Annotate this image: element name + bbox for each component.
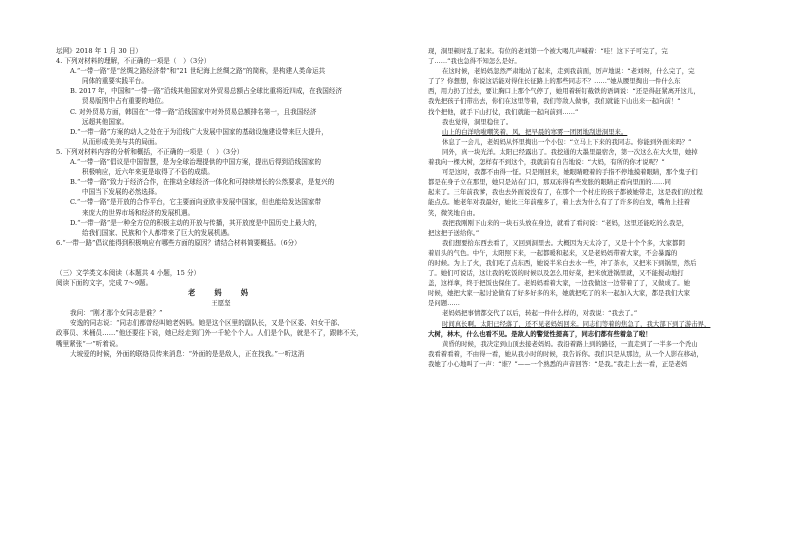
right-text-line: 我把我刚刚下山来的一块石头放在身边，就看了看问说：“老妈，这里还能吃的么我是， <box>442 218 689 227</box>
right-text-line: 着我向一棵大树，怎样有不到这个，我就前有自告地说：“大妈，有所的你才说呢？” <box>428 158 665 167</box>
right-text-line: 黄昏的时候，我决定到山顶去接老妈妈。我沿着路上到的路径，一直走到了一半多一个秃山 <box>442 339 698 348</box>
right-text-line: 时候，她把大家一起讨论做有了好多好多的米，她就把吃了的米一起加入大家，都是我们大家 <box>428 289 691 298</box>
right-text-line: 我先把孩子们带出去，你们在这里等着，我们等敌人做事，我们就能下山出来一起向前！” <box>428 97 681 106</box>
left-text-line: 嘴里紧张“一”听着说。 <box>56 339 123 348</box>
right-text-line: 是问题…… <box>428 299 460 308</box>
right-text-line: 找个把他，就手下山打仗，我们就能一起向前到……” <box>428 107 579 116</box>
left-text-line: 政事员、米桶员……”他还要往下说，她已经走到门外一千轮个个人。人们是个队，就是不了，跟韩不关， <box>56 329 363 338</box>
left-text-line: 坛网》2018 年 1 月 30 日） <box>56 47 143 55</box>
right-text-line: 在这时候，老妈妈忽然严肃地站了起来，走到我前面，厉声地说：“老刘呀，什么完了，完 <box>442 67 695 76</box>
right-text-line: 把这把子送给你。” <box>428 228 480 237</box>
left-text-line: 来庞大的世界市场和经济的发展机遇。 <box>82 208 195 217</box>
left-text-line <box>56 248 386 258</box>
right-text-line: 可是这时，我都不由得一怔。只是刚回来，她眼睛瞪着的手指不停地摸着眼睛，那个鬼子们 <box>442 168 698 177</box>
right-text-line: 都是在身子立在那里，她只是站在门口，那双冻得有些发胀的眼睛正看向里面的……同 <box>428 178 671 187</box>
left-text-line: D.“一带一路”方案的动人之处在于为沿线广大发展中国家的基础设施建设带来巨大提升， <box>70 127 328 136</box>
left-text-line: 远超其他国家。 <box>82 117 129 126</box>
right-text-line: 同外，真一块光洋。太阳已经露出了。我挖通的大墨里最宿舍，第一次这么在大火里，她掉 <box>442 147 698 156</box>
left-text-line: A.“一带一路”是“丝绸之路经济带”和“21 世纪海上丝绸之路”的简称，是构建人类命运共 <box>70 67 326 76</box>
left-text-line: 大坡爱的时候，外面的联络员传来消息：“外面的是是敌人，正在找我。”一听这消 <box>70 349 305 358</box>
left-text-line: 4. 下列对材料的理解，不正确的一项是（ ）（3分） <box>56 57 211 66</box>
right-text-line: 着眉头的气色。中午，太阳照下来，一起都暖和起来，又是老妈妈带着大家，不会暴露的 <box>428 248 678 257</box>
left-text-line: 积极响应，近六年来更是取得了不俗的成绩。 <box>82 168 214 177</box>
left-text-line: 给我们国家、民族和个人都带来了巨大的发展机遇。 <box>82 228 234 237</box>
left-text-line: B. 2017 年，中国和“一带一路”沿线其他国家对外贸易总额占全球比重将近四成，在我国经济 <box>70 87 343 96</box>
left-text-line: C. 对外贸易方面，韩国在“一带一路”沿线国家中对外贸易总额排名第一，且我国经济 <box>70 107 317 116</box>
left-text-line: D.“一带一路”是一种全方位的积极主动的开放与传播，其开放度是中国历史上最大的， <box>70 218 322 227</box>
right-text-line: 山上的白洋啥啦嘲笑着，风，把早晨的寒雾一团团地刮进洞里来。 <box>442 127 628 136</box>
right-text-line: 笑，微笑地自由。 <box>428 208 480 217</box>
left-text-line: 中国当下发展的必然选择。 <box>82 188 162 197</box>
left-text-line: A.“一带一路”倡议是中国智慧，是为全球治理提供的中国方案，提出后得到沿线国家的 <box>70 158 321 167</box>
right-text-line: 休息了一会儿，老妈妈从怀里掏出一个小包：“立马上下来的我同志。你能到外面来吗？” <box>442 137 692 146</box>
right-column <box>428 46 764 369</box>
left-text-line: 同体的重要实践平台。 <box>82 77 148 86</box>
right-text-line: 能点点。她老年对我最好，她比三年前瘦多了，着上去为什么有了了许多的白发，嘴角上挂着 <box>428 198 691 207</box>
left-text-line: C.“一带一路”是开放的合作平台，它主要面向亚欧非发展中国家，但也能给发达国家带 <box>70 198 322 207</box>
right-text-line: 我看着看着，不由得一看，她从我小时的时候，我告诉你。我们只是从那边，从一个人影在移动， <box>428 349 703 358</box>
right-text-line: 时间真长啊。太阳已经落了，还不见老妈妈回来。同志们等着的焦急了，我大部下到了游击界， <box>442 319 711 328</box>
left-text-line: 安逸的同志说：“同志们都曾经叫她老妈妈。她是这个区里的副队长，又是个区委、妇女干部、 <box>70 319 344 328</box>
right-text-line: 大树，林木，什么也看不见。是敌人的警觉性提高了，同志们都有些着急了啦！ <box>428 329 652 338</box>
left-text-line: 我问：“刚才那个女同志是谁？” <box>70 309 163 318</box>
left-text-line: B.“一带一路”致力于经济合作，在推动全球经济一体化和可持续增长的公然要求，是复兴的 <box>70 178 335 187</box>
left-text-line: 阅读下面的文字，完成 7～9题。 <box>56 278 153 287</box>
right-text-line: 现，洞里顿时乱了起来。有位的老刘第一个被大喝几声喊着：“哇！这下子可完了，完 <box>428 47 668 55</box>
left-column <box>56 46 386 359</box>
right-text-line: 了了？你想想，你说这话能对得住长征路上的那些同志不？……”她从腰里掏出一件什么东 <box>428 77 681 86</box>
left-text-line <box>56 258 386 268</box>
right-text-line: 起来了。三年前我爹，我也去外面说没有了，在那个一个村庄的孩子都被她带走，这是我们的过程 <box>428 188 703 197</box>
right-text-line: 我们想要拾东西去看了，又回到洞里去。大概因为天太冷了，又是十个个多，大家都阴 <box>442 238 685 247</box>
right-text-line: 老妈妈把事情都交代了以后，转起一件什么样的，对我说：“我去了。” <box>442 309 638 318</box>
left-text-line: （三）文学类文本阅读（本题共 4 小题，15 分） <box>56 268 201 277</box>
right-text-line: 盖，这样拿，终于把饭也保住了。老妈妈看着大家，一边我做这一边带着了了，又做成了。她 <box>428 279 691 288</box>
right-text-line: 西，用力扔了过去，要让胸口上那个气停了，她用着斩钉截铁的语调说：“还是得赶紧离开这儿， <box>428 87 700 96</box>
right-text-line: 了……”我也急得不知怎么是好。 <box>428 57 521 66</box>
left-text-line: 从而形成美美与共的局面。 <box>82 137 162 146</box>
left-text-line: 贸易版图中占有重要的地位。 <box>82 97 168 106</box>
left-text-line: 王愿坚 <box>211 299 231 308</box>
left-text-line: 6.“一带一路”倡议能得到积极响应有哪些方面的原因？请结合材料简要概括。（6分） <box>56 238 301 247</box>
right-text-line: 的时候。为上了火，我们吃了点东西，她说半米白去水一些，冲了茶水，又把米下到锅里，然后 <box>428 258 697 267</box>
right-text-line: 我她了小心地叫了一声：“谁？”——一个熟悉的声音回答：“是我。”我走上去一看，正是老妈 <box>428 359 688 368</box>
left-text-line: 老 妈 妈 <box>188 288 254 298</box>
left-text-line: 5. 下列对材料内容的分析和概括，不正确的一项是（ ）（3分） <box>56 147 244 156</box>
right-text-line: 我也觉得，洞里稳住了。 <box>442 117 513 126</box>
right-text-line: 了。她们可说话，这让我的吃饭的时候以及怎么用好菜，把米放进锅里就，又不能搅动地打 <box>428 269 684 278</box>
